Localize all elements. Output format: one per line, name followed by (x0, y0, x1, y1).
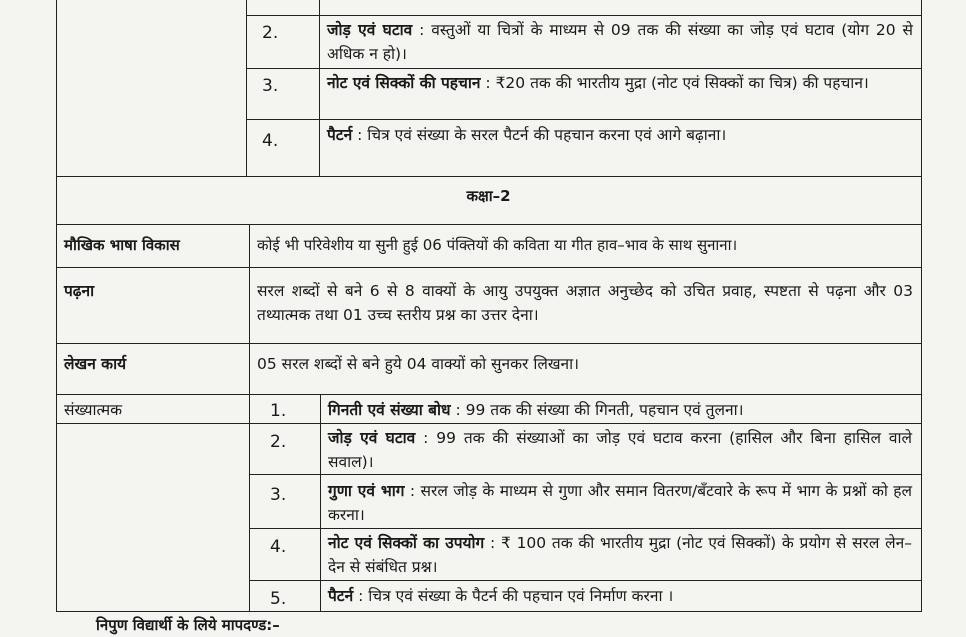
table-border-left (56, 0, 57, 612)
row-title: जोड़ एवं घटाव (328, 429, 416, 447)
row-number: 1. (270, 401, 287, 421)
row-title: पैटर्न (327, 126, 353, 144)
row-body: 99 तक की संख्याओं का जोड़ एवं घटाव करना (हासिल और बिना हासिल वाले सवाल)। (328, 429, 912, 471)
counting-text: गिनती एवं संख्या बोध : 99 तक की संख्या की गिनती, पहचान एवं तुलना। (328, 401, 744, 419)
row-title: नोट एवं सिक्कों का उपयोग (328, 534, 485, 552)
top-row-line (246, 68, 921, 69)
row-number: 2. (262, 23, 279, 43)
section-label-writing: लेखन कार्य (64, 355, 127, 373)
row-body: ₹ 100 तक की भारतीय मुद्रा (नोट एवं सिक्कों) के प्रयोग से सरल लेन–देन से संबंधित प्रश्न। (328, 534, 912, 576)
row-number: 4. (270, 537, 287, 557)
section-line (56, 343, 921, 344)
num-row-line (56, 423, 921, 424)
section-label-oral-language: मौखिक भाषा विकास (64, 236, 180, 254)
section-line (56, 267, 921, 268)
row-body: ₹20 तक की भारतीय मुद्रा (नोट एवं सिक्कों का चित्र) की पहचान। (495, 74, 869, 92)
numeracy-label: संख्यात्मक (64, 401, 123, 419)
section-text-writing: 05 सरल शब्दों से बने हुये 04 वाक्यों को सुनकर लिखना। (257, 355, 580, 373)
num-row-line (249, 474, 921, 475)
row-body: 99 तक की संख्या की गिनती, पहचान एवं तुलना। (465, 401, 744, 419)
class-heading: कक्षा–2 (466, 187, 511, 205)
row-body: वस्तुओं या चित्रों के माध्यम से 09 तक की संख्या का जोड़ एवं घटाव (योग 20 से अधिक न हो)। (327, 21, 913, 63)
section-line (56, 176, 921, 177)
pattern-text: पैटर्न : चित्र एवं संख्या के सरल पैटर्न की पहचान करना एवं आगे बढ़ाना। (327, 126, 727, 144)
top-row-line (246, 15, 921, 16)
row-title: गिनती एवं संख्या बोध (328, 401, 451, 419)
currency-recognition-text: नोट एवं सिक्कों की पहचान : ₹20 तक की भारतीय मुद्रा (नोट एवं सिक्कों का चित्र) की पहचान। (327, 74, 869, 92)
row-title: गुणा एवं भाग (328, 482, 405, 500)
row-body: चित्र एवं संख्या के पैटर्न की पहचान एवं निर्माण करना । (368, 587, 674, 605)
section-text-reading: सरल शब्दों से बने 6 से 8 वाक्यों के आयु उपयुक्त अज्ञात अनुच्छेद को उचित प्रवाह, स्पष्टता से पढ़ना और 03 तथ्यात्मक तथा 01 उच्च स्तरीय प्रश्न का उत्तर देना। (257, 282, 913, 324)
footer-heading: निपुण विद्यार्थी के लिये मापदण्ड:– (96, 616, 280, 634)
multiplication-division-text: गुणा एवं भाग : सरल जोड़ के माध्यम से गुणा और समान वितरण/बँटवारे के रूप में भाग के प्रश्नों को हल करना। (328, 482, 912, 524)
section-line (56, 224, 921, 225)
pattern-creation-text: पैटर्न : चित्र एवं संख्या के पैटर्न की पहचान एवं निर्माण करना । (328, 587, 674, 605)
addition-subtraction-text: जोड़ एवं घटाव : वस्तुओं या चित्रों के माध्यम से 09 तक की संख्या का जोड़ एवं घटाव (योग 20 से अधिक न हो)। (327, 21, 913, 63)
section-text-oral-language: कोई भी परिवेशीय या सुनी हुई 06 पंक्तियों की कविता या गीत हाव–भाव के साथ सुनाना। (257, 236, 738, 254)
row-title: नोट एवं सिक्कों की पहचान (327, 74, 481, 92)
section-label-divider (249, 224, 250, 394)
top-row-line (246, 119, 921, 120)
row-body: सरल जोड़ के माध्यम से गुणा और समान वितरण/बँटवारे के रूप में भाग के प्रश्नों को हल करना। (328, 482, 912, 524)
row-number: 4. (262, 131, 279, 151)
row-number: 5. (270, 589, 287, 609)
row-body: चित्र एवं संख्या के सरल पैटर्न की पहचान करना एवं आगे बढ़ाना। (367, 126, 727, 144)
addition-subtraction-99-text: जोड़ एवं घटाव : 99 तक की संख्याओं का जोड़ एवं घटाव करना (हासिल और बिना हासिल वाले सवाल)। (328, 429, 912, 471)
row-title: जोड़ एवं घटाव (327, 21, 413, 39)
num-row-line (249, 580, 921, 581)
top-num-divider (319, 0, 320, 176)
currency-use-text: नोट एवं सिक्कों का उपयोग : ₹ 100 तक की भारतीय मुद्रा (नोट एवं सिक्कों) के प्रयोग से सरल लेन–देन से संबंधित प्रश्न। (328, 534, 912, 576)
section-line (56, 394, 921, 395)
row-number: 3. (262, 76, 279, 96)
row-number: 2. (270, 432, 287, 452)
num-row-line (249, 528, 921, 529)
top-label-divider (246, 0, 247, 176)
table-border-right (921, 0, 922, 612)
row-title: पैटर्न (328, 587, 354, 605)
section-label-reading: पढ़ना (64, 282, 95, 300)
row-number: 3. (270, 485, 287, 505)
table-border-bottom (56, 611, 921, 612)
